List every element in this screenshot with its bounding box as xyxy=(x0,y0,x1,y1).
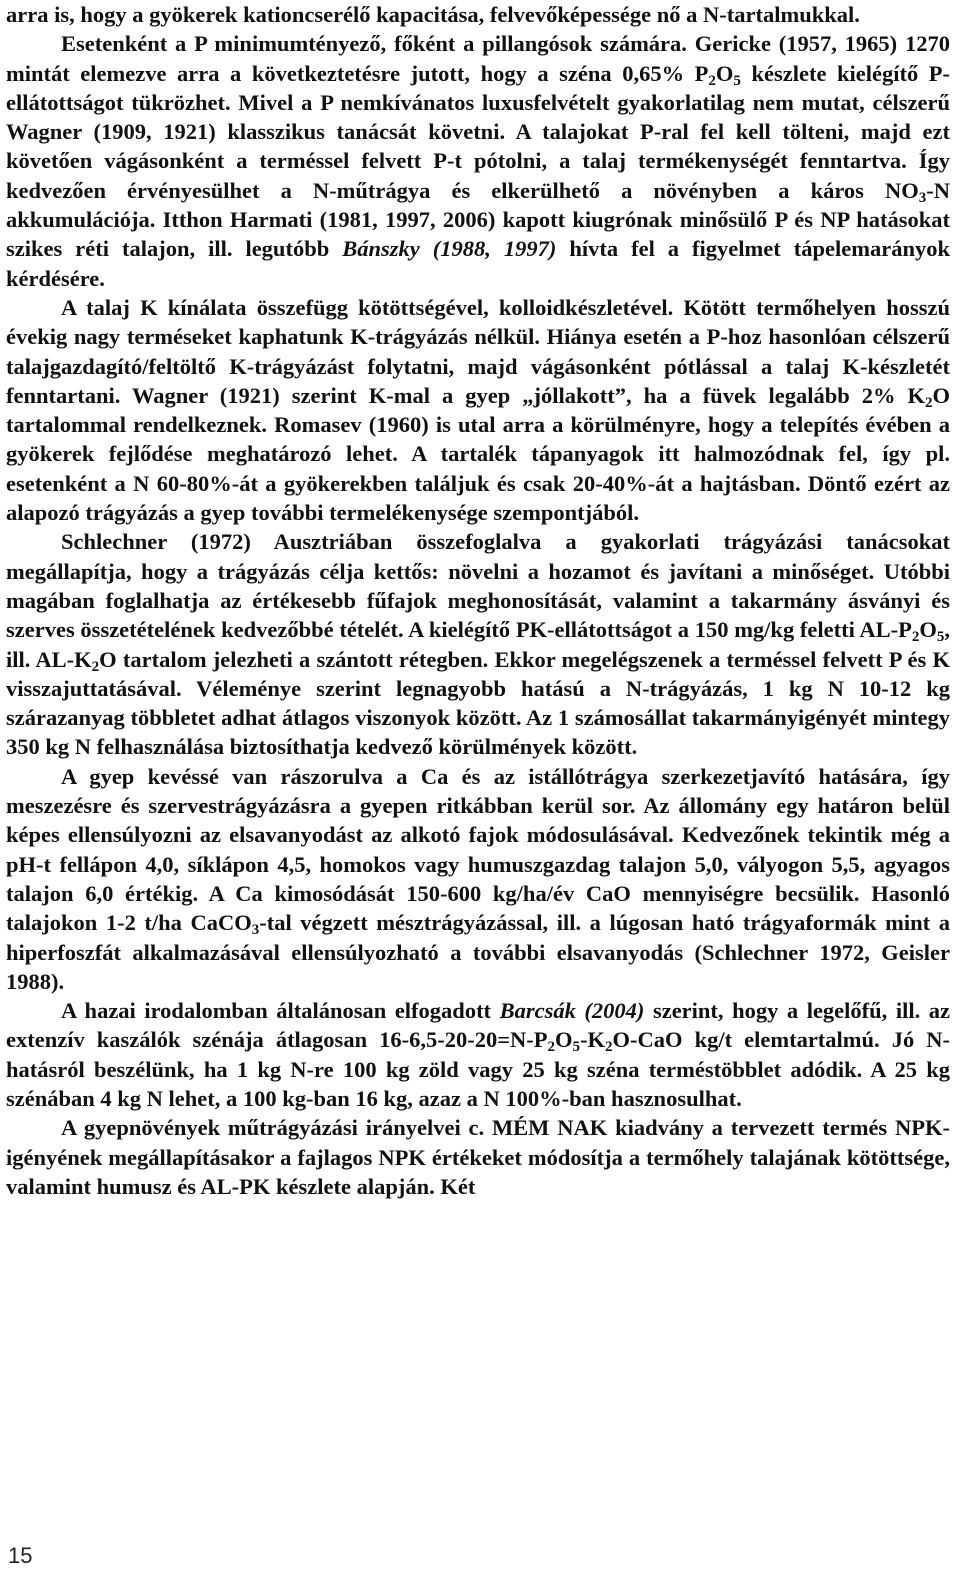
page-number: 15 xyxy=(8,1543,33,1568)
paragraph-barcsak: A hazai irodalomban általánosan elfogadott Barcsák (2004) szerint, hogy a legelőfű, ill. az extenzív kaszálók szénája átlagosan $16-6,5-20-20=N-P_2O_5-K_2O$-CaO kg/t elemtartalmú. Jó N-hatásról beszélünk, ha 1 kg N-re 100 kg zöld vagy 25 kg széna terméstöbblet adódik. A 25 kg szénában 4 kg N lehet, a 100 kg-ban 16 kg, azaz a N 100%-ban hasznosulhat. xyxy=(6,998,950,1111)
paragraph-phosphorus: Esetenként a P minimumtényező, főként a pillangósok számára. Gericke (1957, 1965) 1270 mintát elemezve arra a következtetésre jutott, hogy a széna 0,65% $P_2O_5$ készlete kielégítő P-ellátottságot tükrözhet. Mivel a P nemkívánatos luxusfelvételt gyakorlatilag nem mutat, célszerű Wagner (1909, 1921) klasszikus tanácsát követni. A talajokat P-ral fel kell tölteni, majd ezt követően vágásonként a terméssel felvett P-t pótolni, a talaj termékenységét fenntartva. Így kedvezően érvényesülhet a N-műtrágya és elkerülhető a növényben a káros $NO_3-N$ akkumulációja. Itthon Harmati (1981, 1997, 2006) kapott kiugrónak minősülő P és NP hatásokat szikes réti talajon, ill. legutóbb Bánszky (1988, 1997) hívta fel a figyelmet tápelemarányok kérdésére. xyxy=(6,31,951,291)
paragraph-schlechner: Schlechner (1972) Ausztriában összefoglalva a gyakorlati trágyázási tanácsokat megállapítja, hogy a trágyázás célja kettős: növelni a hozamot és javítani a minőséget. Utóbbi magában foglalhatja az értékesebb fűfajok meghonosítását, valamint a takarmány ásványi és szerves összetételének kedvezőbbé tételét. A kielégítő PK-ellátottságot a 150 mg/kg feletti $AL-P_2O_5$, ill. $AL-K_2O$ tartalom jelezheti a szántott rétegben. Ekkor megelégszenek a terméssel felvett P és K visszajuttatásával. Véleménye szerint legnagyobb hatású a N-trágyázás, 1 kg N 10-12 kg szárazanyag többletet adhat átlagos viszonyok között. Az 1 számosállat takarmányigényét mintegy 350 kg N felhasználása biztosíthatja kedvező körülmények között. xyxy=(6,529,950,760)
citation-banszky: Bánszky (1988, 1997) xyxy=(342,236,557,262)
paragraph-continuation: arra is, hogy a gyökerek kationcserélő kapacitása, felvevőképessége nő a N-tartalmukkal. xyxy=(6,2,860,27)
document-body xyxy=(6,0,950,1201)
paragraph-calcium: A gyep kevéssé van rászorulva a Ca és az istállótrágya szerkezetjavító hatására, így meszezésre és szervestrágyázásra a gyepen ritkábban kerül sor. Az állomány egy határon belül képes ellensúlyozni az elsavanyodást az alkotó fajok módosulásával. Kedvezőnek tekintik még a pH-t fellápon 4,0, síklápon 4,5, homokos vagy humuszgazdag talajon 5,0, vályogon 5,5, agyagos talajon 6,0 értékig. A Ca kimosódását 150-600 kg/ha/év CaO mennyiségre becsülik. Hasonló talajokon 1-2 t/ha CaCO$_3$-tal végzett mésztrágyázással, ill. a lúgosan ható trágyaformák mint a hiperfoszfát alkalmazásával ellensúlyozható a további elsavanyodás (Schlechner 1972, Geisler 1988). xyxy=(6,763,950,994)
citation-barcsak: Barcsák (2004) xyxy=(499,998,645,1024)
paragraph-guidelines: A gyepnövények műtrágyázási irányelvei c. MÉM NAK kiadvány a tervezett termés NPK-igényének megállapításakor a fajlagos NPK értékeket módosítja a termőhely talajának kötöttsége, valamint humusz és AL-PK készlete alapján. Két xyxy=(6,1115,950,1199)
paragraph-potassium: A talaj K kínálata összefügg kötöttségével, kolloidkészletével. Kötött termőhelyen hosszú évekig nagy terméseket kaphatunk K-trágyázás nélkül. Hiánya esetén a P-hoz hasonlóan célszerű talajgazdagító/feltöltő K-trágyázást folytatni, majd vágásonként pótlással a talaj K-készletét fenntartani. Wagner (1921) szerint K-mal a gyep „jóllakott”, ha a füvek legalább 2% $K_2O$ tartalommal rendelkeznek. Romasev (1960) is utal arra a körülményre, hogy a telepítés évében a gyökerek fejlődése meghatározó lehet. A tartalék tápanyagok itt halmozódnak fel, így pl. esetenként a N 60-80%-át a gyökerekben találjuk és csak 20-40%-át a hajtásban. Döntő ezért az alapozó trágyázás a gyep további termelékenysége szempontjából. xyxy=(6,294,950,526)
